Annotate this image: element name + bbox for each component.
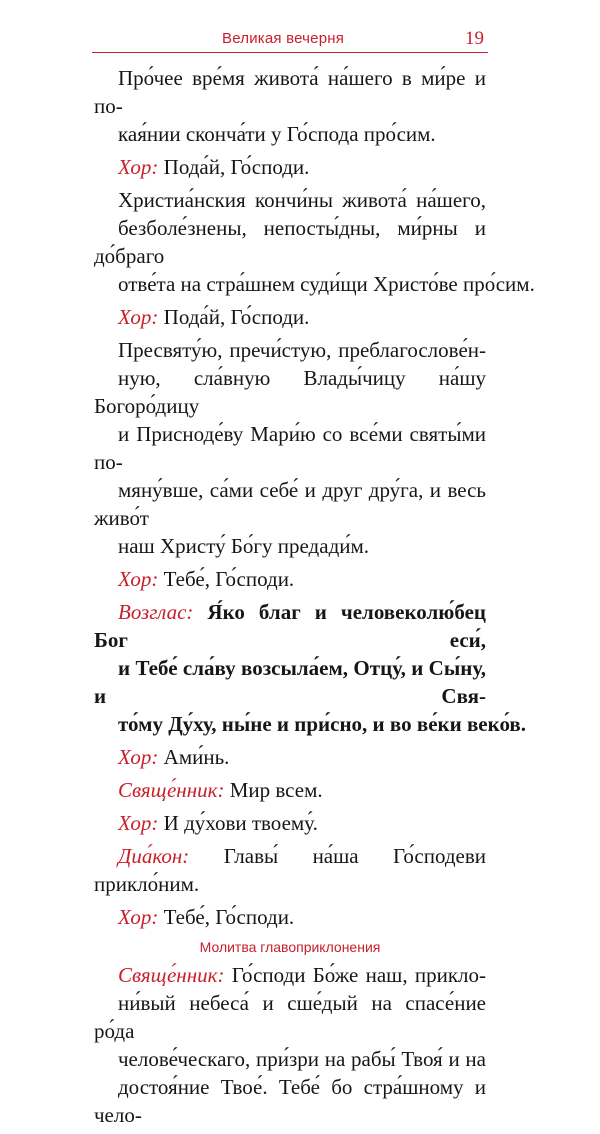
choir-response-5	[94, 809, 486, 837]
text-line: кая́нии сконча́ти у Го́спода про́сим.	[118, 122, 436, 146]
choir-response-1	[94, 153, 486, 181]
text-line: ни́вый небеса́ и сше́дый на спасе́ние ро́да	[94, 991, 486, 1043]
section-title: Молитва главоприклонения	[199, 939, 381, 955]
page-number: 19	[465, 28, 484, 49]
response-text: Пода́й, Го́споди.	[158, 155, 310, 179]
text-line	[94, 598, 486, 654]
petition-1	[94, 64, 486, 148]
text-line: безболе́знены, непосты́дны, ми́рны и до́браго	[94, 216, 486, 268]
running-header	[92, 30, 488, 54]
text-line: челове́ческаго, при́зри на рабы́ Твоя́ и на	[118, 1047, 486, 1071]
liturgical-text	[94, 64, 535, 1134]
role-label: Хор:	[118, 905, 159, 929]
deacon-line	[94, 842, 486, 898]
role-label: Диа́кон:	[118, 844, 190, 868]
role-label: Свяще́нник:	[118, 778, 225, 802]
response-text: Пода́й, Го́споди.	[158, 305, 310, 329]
text-line: и Тебе́ сла́ву возсыла́ем, Отцу́, и Сы́ну, и Свя-	[94, 656, 486, 708]
choir-response-2	[94, 303, 486, 331]
choir-response-4	[94, 743, 486, 771]
response-text: Тебе́, Го́споди.	[158, 567, 295, 591]
response-text: Мир всем.	[224, 778, 323, 802]
text-line: Про́чее вре́мя живота́ на́шего в ми́ре и по-	[94, 66, 486, 118]
exclamation-text: Я́ко благ и человеколю́бец Бог еси́,	[94, 600, 486, 652]
role-label: Хор:	[118, 155, 159, 179]
text-line: ную, сла́вную Влады́чицу на́шу Богоро́дицу	[94, 366, 486, 418]
exclamation	[94, 598, 527, 738]
response-text: И ду́хови твоему́.	[158, 811, 318, 835]
petition-2	[94, 186, 535, 298]
text-line: наш Христу́ Бо́гу предади́м.	[118, 534, 370, 558]
header-rule	[92, 52, 488, 53]
role-label: Хор:	[118, 567, 159, 591]
choir-response-3	[94, 565, 486, 593]
response-text: Ами́нь.	[158, 745, 230, 769]
header-title: Великая вечерня	[222, 30, 345, 47]
role-label: Хор:	[118, 745, 159, 769]
choir-response-6	[94, 903, 486, 931]
priest-line-1	[94, 776, 486, 804]
text-line: отве́та на стра́шнем суди́щи Христо́ве про́сим.	[118, 272, 535, 296]
role-label: Возглас:	[118, 600, 194, 624]
role-label: Хор:	[118, 305, 159, 329]
prayer	[94, 961, 486, 1129]
role-label: Хор:	[118, 811, 159, 835]
text-line: то́му Ду́ху, ны́не и при́сно, и во ве́ки веко́в.	[118, 712, 527, 736]
text-line: достоя́ние Твое́. Тебе́ бо стра́шному и чело-	[94, 1075, 486, 1127]
prayer-text: Го́споди Бо́же наш, прикло-	[224, 963, 486, 987]
response-text: Тебе́, Го́споди.	[158, 905, 295, 929]
text-line: Пресвяту́ю, пречи́стую, преблагослове́н-	[118, 338, 486, 362]
role-label: Свяще́нник:	[118, 963, 225, 987]
petition-3	[94, 336, 486, 560]
text-line: Христиа́нския кончи́ны живота́ на́шего,	[118, 188, 486, 212]
text-line: мяну́вше, са́ми себе́ и друг дру́га, и весь живо́т	[94, 478, 486, 530]
text-line	[94, 961, 486, 989]
text-line: и Присноде́ву Мари́ю со все́ми святы́ми по-	[94, 422, 486, 474]
response-text: Главы́ на́ша Го́сподеви прикло́ним.	[94, 844, 486, 896]
